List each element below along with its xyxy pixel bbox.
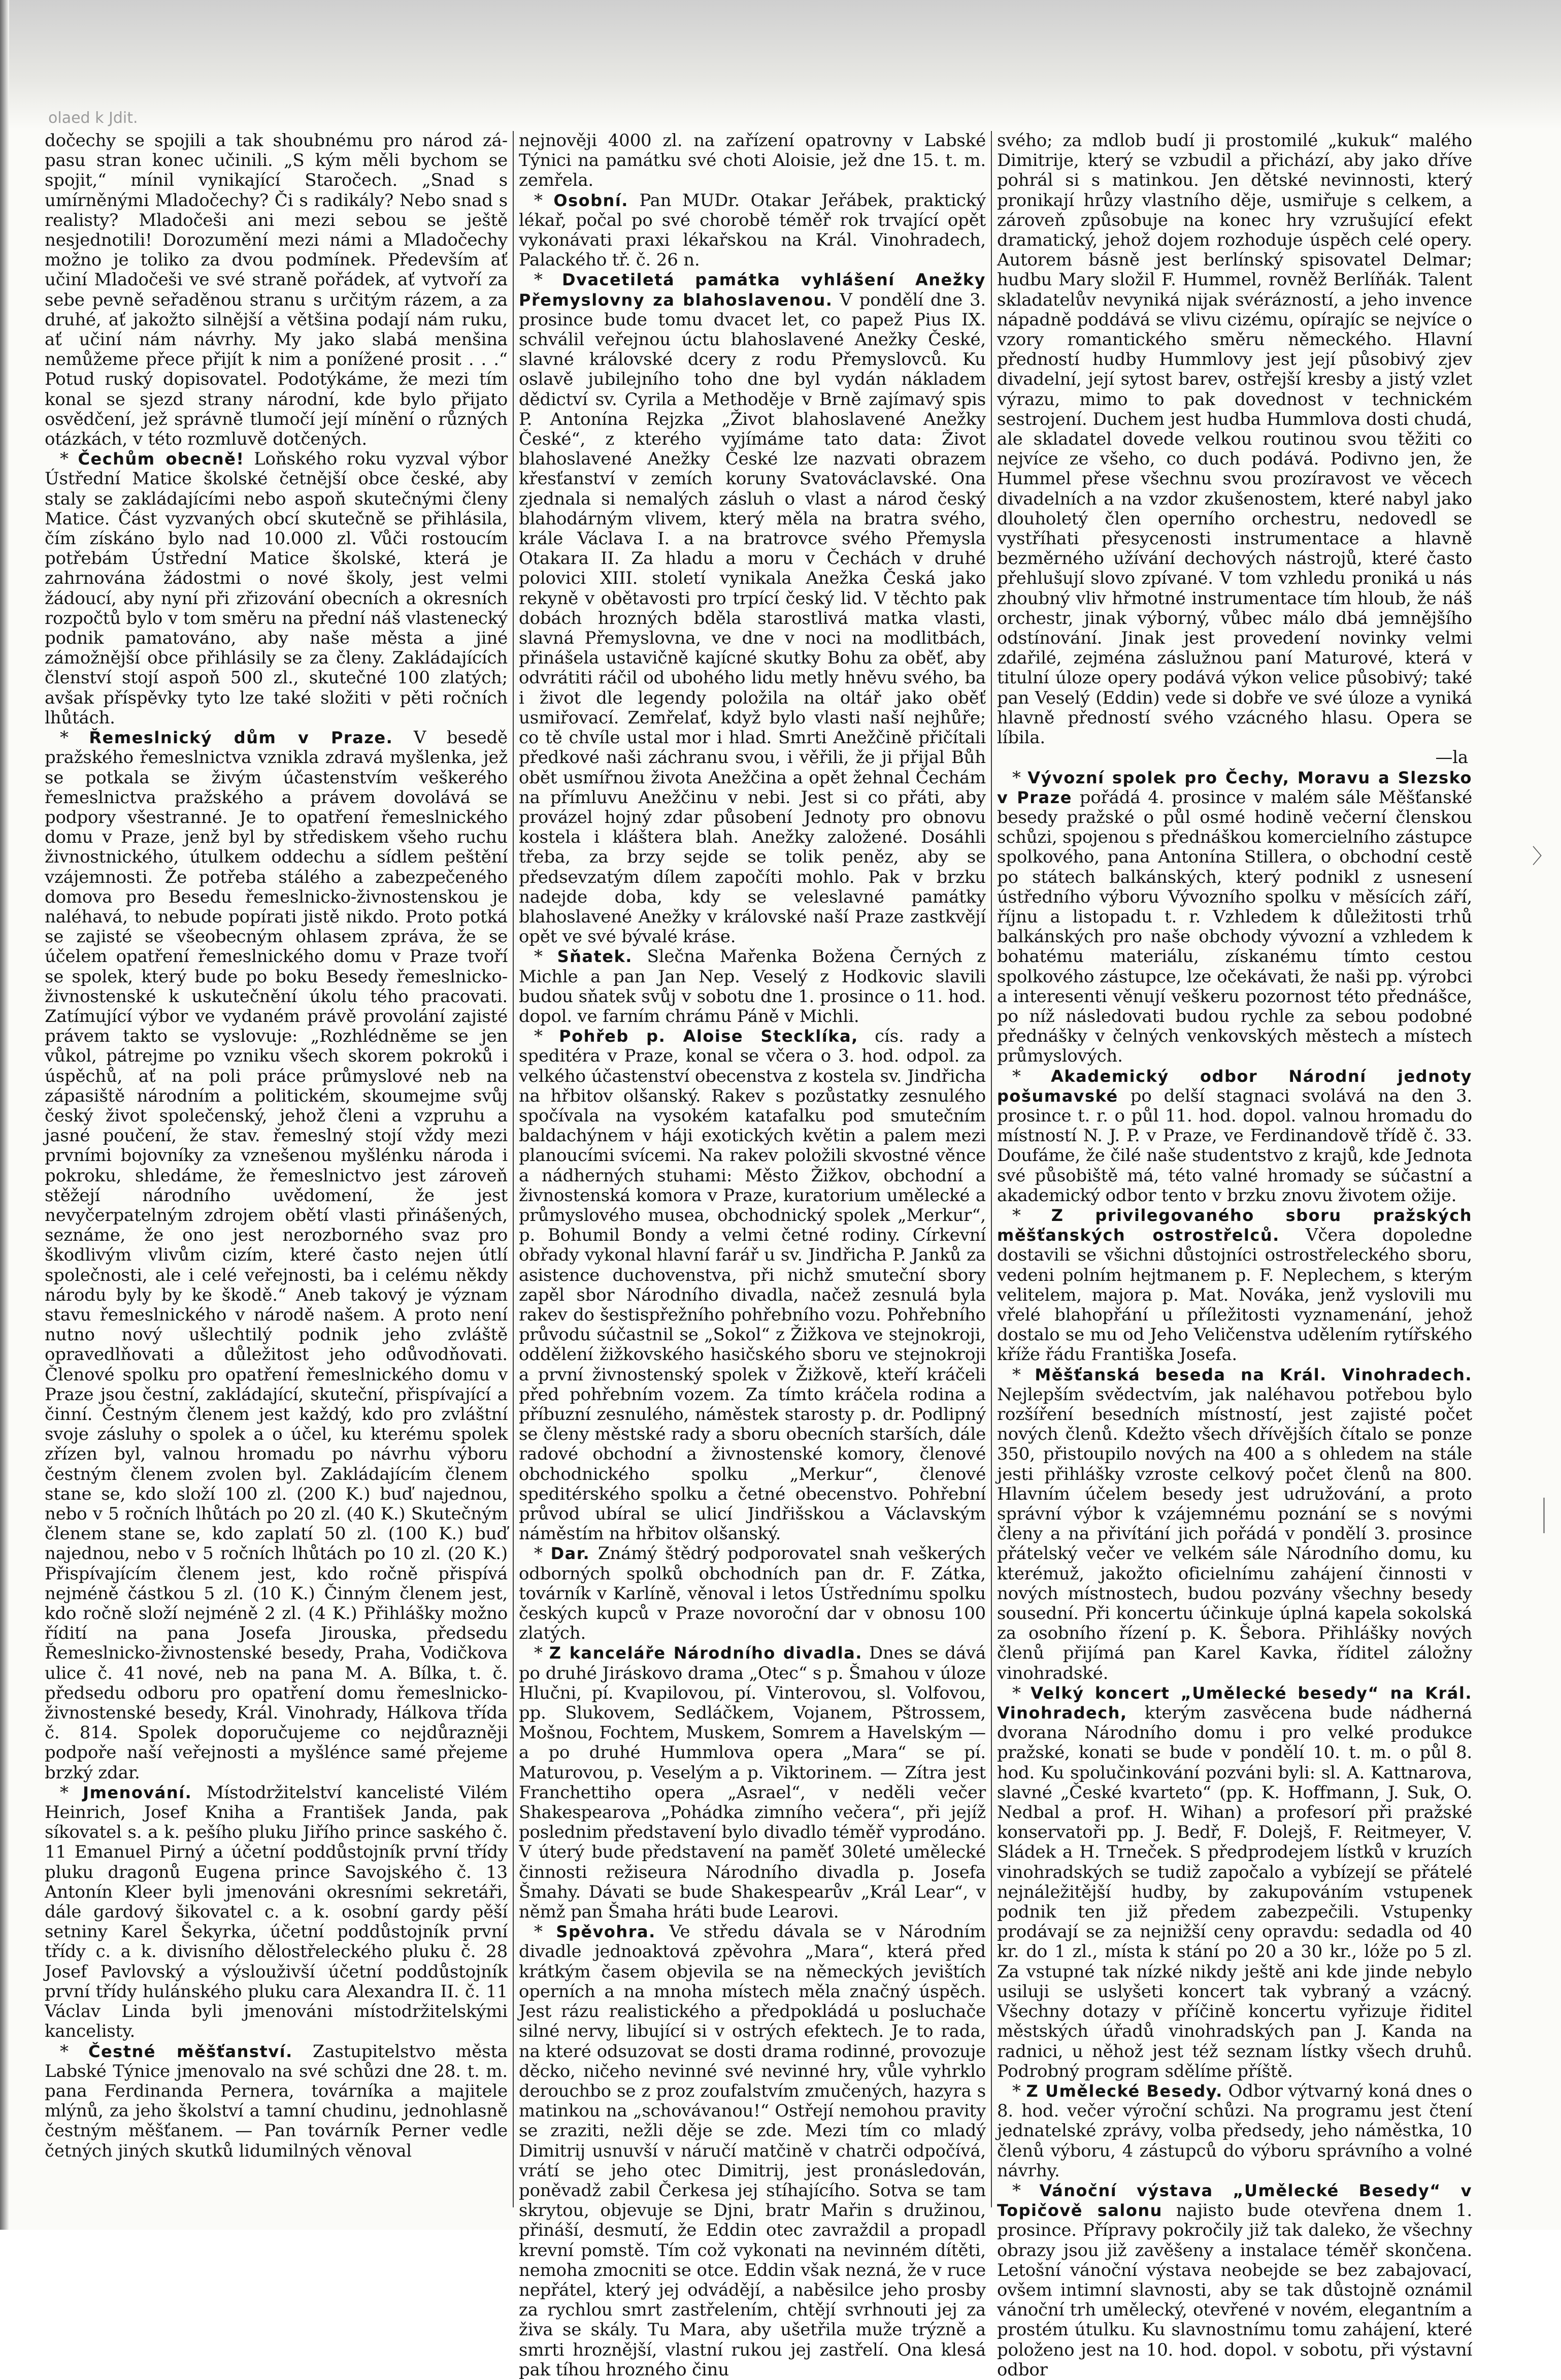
news-article [997,2081,1472,2181]
article-body: Včera dopoledne dostavili se všichni důstojníci ostrostřeleckého sboru, vedeni polním hejtmanem p. F. Neplechem, s kterým velitelem, majora p. Mat. Nováka, jenž vyslovili mu vřelé blahopřání u příležitosti vyznamenání, jehož dostalo se mu od Jeho Veličenstva udělením rytířského kříže řádu Františka Josefa. [997,1225,1473,1365]
article-asterisk: * [1012,1364,1035,1385]
article-asterisk: * [1012,2180,1040,2201]
scan-scratch [1543,1498,1545,1533]
article-body: Nejlepším svědectvím, jak naléhavou potřebou bylo rozšíření besedních místností, jest zajisté počet nových členů. Kdežto všech dřívějších čítalo se ponze 350, přistoupilo nových na 400 a s ohledem na stále jesti přihlášky vzroste celkový počet členů na 800. Hlavním účelem besedy jest udružování, a proto správní výbor k vzájemnému poznání se s novými členy a na přivítání jich pořádá v pondělí 3. prosince přátelský večer ve velkém sále Národního domu, ku kterémuž, jakožto oficielnímu zahájení činnosti v nových místnostech, budou pozvány všechny besedy sousední. Při koncertu účinkuje úplná kapela sokolská za osobního řízení p. K. Šebora. Přihlášky nových členů přijímá pan Karel Kavka, říditel záložny vinohradské. [997,1384,1472,1683]
article-asterisk: * [1012,1205,1051,1226]
news-article [997,1365,1472,1683]
article-asterisk: * [534,1922,556,1942]
article-asterisk: * [1012,767,1028,788]
news-article [519,1544,986,1643]
article-headline: Vánoční výstava „Umělecké Besedy“ v Topičově salonu [997,2180,1472,2221]
article-asterisk: * [60,2041,88,2062]
article-body: nejnověji 4000 zl. na zařízení opatrovny v Labské Týnici na památku své choti Aloisie, jež dne 15. t. m. zemřela. [519,130,986,191]
news-article [519,1922,986,2380]
news-article [45,2042,508,2161]
article-body: Známý štědrý podporovatel snah veškerých odborných spolků obchodních pan dr. F. Zátka, továrník v Karlíně, věnoval i letos Ústřednímu spolku českých kupců v Praze novoroční dar v obnosu 100 zlatých. [519,1543,986,1644]
article-headline: Řemeslnický dům v Praze. [89,728,393,748]
article-headline: Měšťanská beseda na Král. Vinohradech. [1035,1365,1472,1384]
article-body: Slečna Mařenka Božena Černých z Michle a pan Jan Nep. Veselý z Hodkovic slavili budou sňatek svůj v sobotu dne 1. prosince o 11. hod. dopol. ve farním chrámu Páně v Michli. [519,946,986,1027]
news-article [519,947,986,1027]
news-article [997,1067,1472,1206]
scanned-header-strip [0,0,1561,129]
margin-mark: 〉 [1532,845,1552,868]
article-asterisk: * [534,1543,551,1564]
article-asterisk: * [1012,1066,1051,1086]
news-article [997,1206,1472,1365]
news-article [45,728,508,1783]
article-body: dočechy se spojili a tak shoubnému pro národ zá- pasu stran konec učinili. „S kým měli bychom se spojit,“ mínil vynikající Staročech. „Snad s umírněnými Mladočechy? Či s radikály? Nebo snad s realisty? Mladočeši ani mezi sebou se ještě nesjednotili! Dorozumění mezi námi a Mladočechy možno je toliko za dvou podmínek. Především ať učiní Mladočeši ve své straně pořádek, ať vytvoří za sebe pevně seřaděnou stranu s určitým rázem, a za druhé, ať jakožto silnější a většina podají nám ruku, ať učiní nám návrhy. My jako slabá menšina nemůžeme přece přijít k nim a ponížené prosit . . .“ Potud ruský dopisovatel. Podotýkáme, že mezi tím konal se sjezd strany národní, kde bylo přijato osvědčení, jež správně tlumočí její mínění o různých otázkách, v této rozmluvě dotčených. [45,130,508,450]
article-asterisk: * [60,728,89,748]
news-article [997,1683,1472,2081]
article-body: V pondělí dne 3. prosince bude tomu dvacet let, co papež Pius IX. schválil veřejnou úctu blahoslavené Anežky České, slavné královské dcery z rodu Přemyslovců. Ku oslavě jubilejního toho dne byl vydán nákladem dědictví sv. Cyrila a Methoděje v Brně zajímavý spis P. Antonína Rejzka „Život blahoslavené Anežky České“, z kterého vyjímáme tato data: Život blahoslavené Anežky České lze nazvati obrazem křesťanství v zemích koruny Svatováclavské. Ona zjednala si nemalých zásluh o vlast a národ český blahodárným vlivem, který měla na bratra svého, krále Václava I. a na bratrovce svého Přemysla Otakara II. Za hladu a moru v Čechách v druhé polovici XIII. století vynikala Anežka Česká jako rekyně v obětavosti pro trpící český lid. V těchto pak dobách hrozných bděla starostlivá matka vlasti, slavná Přemyslovna, ve dne v noci na modlitbách, přinášela ustavičně kajícné skutky Bohu za oběť, aby odvrátiti ráčil od ubohého lidu metly hněvu svého, ba i život dle legendy položila na oltář jako oběť usmiřovací. Zemřelať, když bylo vlasti naší nejhůře; co tě chvíle ustal mor i hlad. Smrti Anežčině přičítali předkové naši záchranu svou, i věřili, že ji přijal Bůh obět usmířnou života Anežčina a opět žehnal Čechám na přímluvu Anežčinu v nebi. Jest si co přáti, aby provázel hojný zdar působení Jednoty pro obnovu kostela i kláštera blah. Anežky založené. Dosáhli třeba, za brzy sejde se tolik peněz, aby se předsevzatým dílem započíti mohlo. Pak v brzku nadejde doba, kdy se veleslavné památky blahoslavené Anežky v královské naší Praze zastkvějí opět ve své bývalé kráse. [519,289,986,947]
news-article [45,1783,508,2042]
article-body: Dnes se dává po druhé Jiráskovo drama „Otec“ s p. Šmahou v úloze Hlučni, pí. Kvapilovou, pí. Vinterovou, sl. Volfovou, pp. Slukovem, Sedláčkem, Vojanem, Pštrossem, Mošnou, Fochtem, Muskem, Somrem a Havelským — a po druhé Hummlova opera „Mara“ se pí. Maturovou, p. Veselým a p. Viktorinem. — Zítra jest Franchettiho opera „Asrael“, v neděli večer Shakespearova „Pohádka zimního večera“, při jejíž poslednim představení bylo divadlo téměř vyprodáno. V úterý bude představení na paměť 30leté umělecké činnosti režiseura Národního divadla p. Josefa Šmahy. Dávati se bude Shakespearův „Král Lear“, v němž pan Šmaha hráti bude Learovi. [519,1643,986,1923]
article-body: Odbor výtvarný koná dnes o 8. hod. večer výroční schůzi. Na programu jest čtení jednatelské zprávy, volba předsedy, jeho náměstka, 10 členů výboru, 4 zástupců do výboru správního a volné návrhy. [997,2080,1472,2181]
article-asterisk: * [534,946,557,967]
news-article [997,2181,1472,2380]
article-headline: Osobní. [553,190,628,210]
scan-edge-shadow [0,0,9,2230]
article-body: Zastupitelstvo města Labské Týnice jmenovalo na své schůzi dne 28. t. m. pana Ferdinanda Pernera, továrníka a majitele mlýnů, za jeho školství a tamní chudinu, jednohlasně čestným měšťanem. — Pan továrník Perner vedle četných jiných skutků lidumilných věnoval [45,2041,508,2161]
article-headline: Jmenování. [83,1782,192,1802]
article-headline: Čechům obecně! [78,449,245,469]
column-3 [997,130,1473,2380]
news-article [519,270,986,947]
article-asterisk: * [534,1026,559,1047]
article-headline: Dvacetiletá památka vyhlášení Anežky Přemyslovny za blahoslavenou. [519,270,986,310]
news-article [519,1643,986,1922]
news-article [519,191,986,271]
article-asterisk: * [534,270,562,290]
article-headline: Z privilegovaného sboru pražských měšťanských ostrostřelců. [997,1205,1472,1245]
article-body: najisto bude otevřena dnem 1. prosince. Přípravy pokročily již tak daleko, že všechny obrazy jsou již zavěšeny a instalace téměř skončena. Letošní vánoční výstava neobejde se bez zabajovací, ovšem intimní slavnosti, aby se tak důstojně oznámil vánoční trh umělecký, otevřené v novém, elegantním a prostém útulku. Ku slavnostnímu tomu zahájení, které položeno jest na 10. hod. dopol. v sobotu, při výstavní odbor [997,2200,1472,2380]
header-fragment: olaed k Jdit. [48,109,138,127]
column-rule [513,131,514,2207]
article-continuation [519,131,986,191]
article-asterisk: * [534,1643,549,1664]
article-asterisk: * [534,190,554,211]
article-body: Loňského roku vyzval výbor Ústřední Matice školské četnější obce české, aby staly se zakládajícími nebo aspoň skutečnými členy Matice. Část vyzvaných obcí skutečně se přihlásila, čím získáno bylo nad 10.000 zl. Vůči rostoucím potřebám Ústřední Matice školské, která je zahrnována žádostmi o nové školy, jest velmi žádoucí, aby nyní při zřizování obecních a okresních rozpočtů bylo v tom směru na přední náš vlastenecký podnik pamatováno, aby naše města a jiné zámožnější obce přihlásily se za členy. Zakládajících členství stojí aspoň 500 zl., skutečné 100 zlatých; avšak příspěvky tyto lze také složiti v pěti ročních lhůtách. [45,449,508,728]
article-body: Ve středu dávala se v Národním divadle jednoaktová zpěvohra „Mara“, která před krátkým časem objevila se na německých jevištích operních a na mnoha místech měla značný úspěch. Jest rázu realistického a předpokládá u posluchače silné nervy, libující si v ostrých efektech. Je to rada, na které odsuzovat se dosti drama rodinné, provozuje děcko, ničeho nevinné své nevinné hry, vůle vyhrklo derouchbo se z proz zoufalstvím zmučených, hazyra s matinkou na „schovávanou!“ Ostřejí nemohou pravity se zraziti, nežli děje se zde. Mezi tím co mladý Dimitrij usnuvší v náručí matčině v chatrči odpočívá, vrátí se jeho otec Dimitrij, jest pronásledován, poněvadž zabil Čerkesa jej stíhajícího. Sotva se tam skrytou, objevuje se Djni, bratr Mařin s družinou, přináší, desmutí, že Eddin otec zavraždil a propadl krevní pomstě. Tím což vykonati na nevinném dítěti, nemoha zmocniti se otce. Eddin však nezná, že v ruce nepřátel, který jej odvádějí, a naběsilce jeho prosby za rychlou smrt zastřelením, chtějí svrhnouti jej za živa se skály. Tu Mara, aby ušetřila muže trýzně a smrti hroznější, vlastní rukou jej zastřelí. Ona klesá pak tíhou hrozného činu [519,1922,986,2380]
article-asterisk: * [1012,1682,1031,1703]
news-article [997,768,1472,1067]
article-body: kterým zasvěcena bude nádherná dvorana Národního domu i pro velké produkce pražské, konati se bude v pondělí 10. t. m. o půl 8. hod. Ku spolučinkování pozváni byli: sl. A. Kattnarova, slavné „České kvarteto“ (pp. K. Hoffmann, J. Suk, O. Nedbal a prof. H. Wihan) a profesorí při pražské konservatoři pp. J. Bedř, F. Dolejš, F. Reitmeyer, V. Sládek a H. Trneček. S předprodejem lístků v kruzích vinohradských se tudiž započalo a vybízejí se přátelé nejnáležitější hudby, by zakupováním vstupenek podnik ten již předem zabezpečili. Vstupenky prodávají se za nejnižší ceny opravdu: sedadla od 40 kr. do 1 zl., místa k stání po 20 a 30 kr., lóže po 5 zl. Za vstupné tak nízké nikdy ještě ani kde jinde nebylo usiluji se uslyšeti koncert tak vybraný a vzácný. Všechny dotazy v příčině koncertu vyřizuje řiditel městských úřadů vinohradských pan J. Kanda na radnici, u něhož jest též seznam lístky všech druhů. Podrobný program sdělíme příště. [997,1703,1472,2081]
article-asterisk: * [1012,2080,1026,2101]
article-body: V besedě pražského řemeslnictva vznikla zdravá myšlenka, jež se potkala se živým účastenstvím veškerého řemeslnictva pražského a právem dovolává se podpory všestranné. Je to opatření řemeslnického domu v Praze, jenž byl by střediskem všeho ruchu živnostnického, útulkem oddechu a sídlem peštění vzájemnosti. Že potřeba stálého a zabezpečeného domova pro Besedu řemeslnicko-živnostenskou je naléhavá, to nebude popírati jistě nikdo. Proto potká se zajisté se všeobecným ohlasem zpráva, že se účelem opatření řemeslnického domu v Praze tvoří se spolek, který bude po boku Besedy řemeslnicko-živnostenské k uskutečnění úkolu tého pracovati. Zatímující výbor ve vydaném právě provolání zajisté právem takto se vyslovuje: „Rozhlédněme se jen vůkol, pátrejme po vzniku všech skorem pokroků i úspěchů, ať na poli práce průmyslové neb na zápasiště národním a politickém, skoumejme svůj český život společenský, jehož členi a vzpruhu a jasné poučení, že stav. řemeslný stojí vždy mezi prvními bojovníky za vznešenou myšlénku národa i pokroku, shledáme, že řemeslnictvo jest zároveň stěžejí národního uvědomení, že jest nevyčerpatelným zdrojem obětí vlasti přinášených, seznáme, že ono jest nerozborného svaz pro škodlivým vlivům cizím, které často nejen útlí společnosti, ale i celé veřejnosti, ba i celému někdy národu byly by ke škodě.“ Aneb takový je význam stavu řemeslnického v národě našem. A proto není nutno nový ušlechtilý podnik jeho zvláště opravedlňovati a důležitost jeho odůvodňovati. Členové spolku pro opatření řemeslnického domu v Praze jsou čestní, zakládající, skuteční, přispívající a činní. Čestným členem jest každý, kdo pro zvláštní svoje zásluhy o spolek a o účel, ku kterému spolek zřízen byl, valnou hromadu po návrhu výboru čestným členem zvolen byl. Zakládajícím členem stane se, kdo složí 100 zl. (200 K.) buď najednou, nebo v 5 ročních lhůtách po 20 zl. (40 K.) Skutečným členem stane se, kdo zaplatí 50 zl. (100 K.) buď najednou, nebo v 5 ročních lhůtách po 10 zl. (20 K.) Přispívajícím členem jest, kdo ročně přispívá nejméně částkou 5 zl. (10 K.) Činným členem jest, kdo ročně složí nejméně 2 zl. (4 K.) Přihlášky možno řídití na pana Josefa Jirouska, předsedu Řemeslnicko-živnostenské besedy, Praha, Vodičkova ulice č. 41 nové, neb na pana M. A. Bílka, t. č. předsedu odboru pro opatření domu řemeslnicko-živnostenské besedy, Král. Vinohrady, Hálkova třída č. 814. Spolek doporučujeme co nejdůrazněji podpoře naší veřejnosti a myšlénce samé přejeme brzký zdar. [45,728,508,1783]
article-continuation [997,131,1472,748]
article-continuation [45,131,508,449]
article-asterisk: * [60,449,78,470]
column-1 [45,131,508,2223]
article-headline: Vývozní spolek pro Čechy, Moravu a Slezsko v Praze [997,768,1472,807]
article-headline: Z kanceláře Národního divadla. [549,1643,862,1663]
column-2 [519,130,986,2380]
article-body: Pan MUDr. Otakar Jeřábek, praktický lékař, počal po své chorobě téměř rok trvající opět vykonávati praxi lékařskou na Král. Vinohradech, Palackého tř. č. 26 n. [519,190,986,271]
article-body: svého; za mdlob budí ji prostomilé „kukuk“ malého Dimitrije, který se vzbudil a přichází, aby jako dříve pohrál si s matinkou. Jen dětské nevinnosti, který pronikají hrůzy vlastního děje, usmiřuje s celkem, a zároveň způsobuje na konec hry vzrušující efekt dramatický, jehož dojem rozhoduje úspěch celé opery. Autorem básně jest berlínský spisovatel Delmar; hudbu Mary složil F. Hummel, rovněž Berlíňák. Talent skladatelův nevyniká nijak svérázností, a jeho invence nápadně poddává se vlivu cizému, opírajíc se nejvíce o vzory romantického směru německého. Hlavní předností hudby Hummlovy jest její působivý zjev divadelní, její sytost barev, ostřejší kresby a jistý vzlet výrazu, mimo to pak dovednost v technickém sestrojení. Duchem jest hudba Hummlova dosti chudá, ale skladatel dovede velkou routinou svou těžiti co nejvíce ze všeho, co duch podává. Podivno jen, že Hummel přese všechnu svou prozíravost ve věcech divadelních a na vzdor zkušenostem, které nabyl jako dlouholetý člen operního orchestru, nedovedl se vystříhati přesycenosti instrumentace a hlavně bezměrného užívání dechových nástrojů, které často přehlušují slovo zpívané. V tom vzhledu proniká u nás zhoubný vliv hřmotné instrumentace tím hloub, že náš orchestr, jinak výborný, vůbec málo dbá jemnějšího odstínování. Jinak jest provedení novinky velmi zdařilé, zejména záslužnou paní Maturové, která v titulní úloze opery podává výkon velice působivý; také pan Veselý (Eddin) vede si dobře ve své úloze a vyniká hlavně předností svého vzácného hlasu. Opera se líbila. [997,130,1472,748]
article-headline: Čestné měšťanství. [88,2041,293,2061]
article-body: Místodržitelství kancelisté Vilém Heinrich, Josef Kniha a František Janda, pak síkovatel s. a k. pešího pluku Jiřího prince saského č. 11 Emanuel Pirný a účetní poddůstojník první třídy pluku dragonů Eugena prince Savojského č. 13 Antonín Kleer byli jmenováni okresními sekretáři, dále gardový šikovatel c. a k. osobní gardy pěší setniny Karel Šekyrka, účetní poddůstojník první třídy c. a k. divisního dělostřeleckého pluku č. 28 Josef Pavlovský a výslouživší účetní poddůstojník první třídy hulánského pluku cara Alexandra II. č. 11 Václav Linda byli jmenováni místodržitelskými kancelisty. [45,1782,508,2042]
column-rule [991,131,992,2207]
news-article [45,449,508,728]
article-headline: Sňatek. [557,947,633,967]
article-headline: Dar. [550,1544,590,1564]
article-headline: Pohřeb p. Aloise Stecklíka, [559,1027,858,1046]
article-body: po delší stagnaci svolává na den 3. prosince t. r. o půl 11. hod. dopol. valnou hromadu do místností N. J. P. v Praze, ve Ferdinandově třídě č. 33. Doufáme, že čilé naše studentstvo z krajů, kde Jednota své působiště má, této valné hromady se súčastní a akademický odbor tento v brzku znovu životem ožije. [997,1085,1472,1206]
article-body: pořádá 4. prosince v malém sále Měšťanské besedy pražské o půl osmé hodině večerní členskou schůzi, spojenou s přednáškou komercielního zástupce spolkového, pana Antonína Stillera, o obchodní cestě po státech balkánských, který podnikl z usnesení ústředního výboru Vývozního spolku v měsících září, říjnu a listopadu t. r. Vzhledem k důležitosti trhů balkánských pro naše obchody vývozní a vzhledem k bohatému materiálu, získanému tímto cestou spolkového zástupce, lze očekávati, že naši pp. výrobci a interesenti věnují veškeru pozornost této přednášce, po níž následovati budou rychle za sebou podobné přednášky v čelných venkovských městech a místech průmyslových. [997,787,1472,1067]
author-signature: —la [1435,747,1468,768]
article-headline: Spěvohra. [556,1922,656,1942]
news-article [519,1027,986,1544]
article-asterisk: * [60,1782,83,1803]
article-body: cís. rady a speditéra v Praze, konal se včera o 3. hod. odpol. za velkého účastenství obecenstva z kostela sv. Jindřicha na hřbitov olšanský. Rakev s pozůstatky zesnulého spočívala na vysokém katafalku pod smutečním baldachýnem v háji exotických květin a palem mezi planoucími svícemi. Na rakev položili skvostné věnce a nádherných stuhami: Město Žižkov, obchodní a živnostenská komora v Praze, kuratorium umělecké a průmyslového musea, obchodnický spolek „Merkur“, p. Bohumil Bondy a velmi četné rodiny. Církevní obřady vykonal hlavní farář u sv. Jindřicha P. Janků za asistence duchovenstva, při nichž smuteční sbory zapěl sbor Národního divadla, načež zesnulá byla rakev do šestispřežního pohřebního vozu. Pohřebního průvodu súčastnil se „Sokol“ z Žižkova ve stejnokroji, oddělení žižkovského hasičského sboru ve stejnokroji a první živnostenský spolek v Žižkově, kteří kráčeli před pohřebním vozem. Za tímto kráčela rodina a příbuzní zesnulého, náměstek starosty p. dr. Podlipný se členy městské rady a sboru obecních starších, dále radové obchodní a živnostenské komory, členové obchodnického spolku „Merkur“, členové speditérského spolku a četné obecenstvo. Pohřební průvod ubíral se ulicí Jindřišskou a Václavským náměstím na hřbitov olšanský. [519,1026,986,1544]
article-headline: Velký koncert „Umělecké besedy“ na Král. Vinohradech, [997,1683,1472,1723]
article-headline: Z Umělecké Besedy. [1026,2081,1223,2101]
article-headline: Akademický odbor Národní jednoty pošumavské [997,1066,1472,1106]
